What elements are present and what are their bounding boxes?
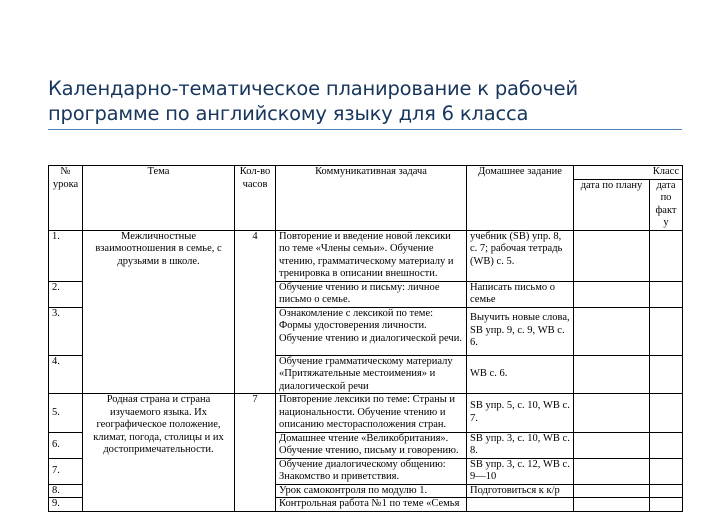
- fact-date-cell: [650, 307, 683, 355]
- fact-date-cell: [650, 484, 683, 498]
- homework: [467, 498, 574, 512]
- plan-date-cell: [574, 432, 650, 458]
- communicative-task: Ознакомление с лексикой по теме: Формы удостоверения личности. Обучение чтению и диалогической речи.: [276, 307, 467, 355]
- homework: SB упр. 5, с. 10, WB с. 7.: [467, 394, 574, 433]
- homework: Подготовиться к к/р: [467, 484, 574, 498]
- title-line-1: Календарно-тематическое планирование к рабочей: [48, 77, 578, 100]
- header-hours: Кол-во часов: [235, 166, 276, 231]
- header-homework: Домашнее задание: [467, 166, 574, 231]
- fact-date-cell: [650, 498, 683, 512]
- header-task: Коммуникативная задача: [276, 166, 467, 231]
- communicative-task: Обучение грамматическому материалу «Притяжательные местоимения» и диалогической речи: [276, 355, 467, 394]
- lesson-number: 9.: [49, 498, 83, 512]
- lesson-number: 2.: [49, 281, 83, 307]
- table-row: [49, 230, 683, 281]
- plan-date-cell: [574, 307, 650, 355]
- header-topic: Тема: [83, 166, 235, 231]
- homework: Написать письмо о семье: [467, 281, 574, 307]
- lesson-number: 6.: [49, 432, 83, 458]
- communicative-task: Домашнее чтение «Великобритания». Обучение чтению, письму и говорению.: [276, 432, 467, 458]
- plan-date-cell: [574, 355, 650, 394]
- table-row: [49, 394, 683, 433]
- hours-cell: 7: [235, 394, 276, 512]
- hours-cell: 4: [235, 230, 276, 394]
- plan-date-cell: [574, 484, 650, 498]
- homework: WB с. 6.: [467, 355, 574, 394]
- fact-date-cell: [650, 281, 683, 307]
- plan-date-cell: [574, 498, 650, 512]
- topic-cell: Родная страна и страна изучаемого языка. Их географическое положение, климат, погода, столицы и их достопримечательности.: [83, 394, 235, 512]
- homework: Выучить новые слова, SB упр. 9, с. 9, WB с. 6.: [467, 307, 574, 355]
- communicative-task: Урок самоконтроля по модулю 1.: [276, 484, 467, 498]
- homework: SB упр. 3, с. 10, WB с. 8.: [467, 432, 574, 458]
- title-line-2: программе по английскому языку для 6 класса: [48, 102, 529, 125]
- lesson-number: 7.: [49, 458, 83, 484]
- fact-date-cell: [650, 394, 683, 433]
- lesson-number: 8.: [49, 484, 83, 498]
- header-class: Класс: [574, 166, 683, 180]
- communicative-task: Обучение диалогическому общению: Знакомство и приветствия.: [276, 458, 467, 484]
- topic-cell: Межличностные взаимоотношения в семье, с друзьями в школе.: [83, 230, 235, 394]
- fact-date-cell: [650, 230, 683, 281]
- lesson-number: 1.: [49, 230, 83, 281]
- communicative-task: Контрольная работа №1 по теме «Семья: [276, 498, 467, 512]
- homework: SB упр. 3, с. 12, WB с. 9—10: [467, 458, 574, 484]
- title-underline: [48, 129, 682, 130]
- communicative-task: Повторение и введение новой лексики по теме «Члены семьи». Обучение чтению, грамматическому материалу и тренировка в описании внешности.: [276, 230, 467, 281]
- header-plan-date: дата по плану: [574, 179, 650, 230]
- plan-date-cell: [574, 458, 650, 484]
- page-title: [48, 76, 688, 126]
- plan-date-cell: [574, 230, 650, 281]
- plan-date-cell: [574, 281, 650, 307]
- fact-date-cell: [650, 432, 683, 458]
- header-fact-date: дата по факту: [650, 179, 683, 230]
- header-row: [49, 166, 683, 180]
- planning-table: [48, 165, 683, 512]
- lesson-number: 3.: [49, 307, 83, 355]
- lesson-number: 5.: [49, 394, 83, 433]
- fact-date-cell: [650, 458, 683, 484]
- lesson-number: 4.: [49, 355, 83, 394]
- header-num: № урока: [49, 166, 83, 231]
- communicative-task: Обучение чтению и письму: личное письмо о семье.: [276, 281, 467, 307]
- plan-date-cell: [574, 394, 650, 433]
- fact-date-cell: [650, 355, 683, 394]
- homework: учебник (SB) упр. 8, с. 7; рабочая тетрадь (WB) с. 5.: [467, 230, 574, 281]
- communicative-task: Повторение лексики по теме: Страны и национальности. Обучение чтению и описанию месторасположения стран.: [276, 394, 467, 433]
